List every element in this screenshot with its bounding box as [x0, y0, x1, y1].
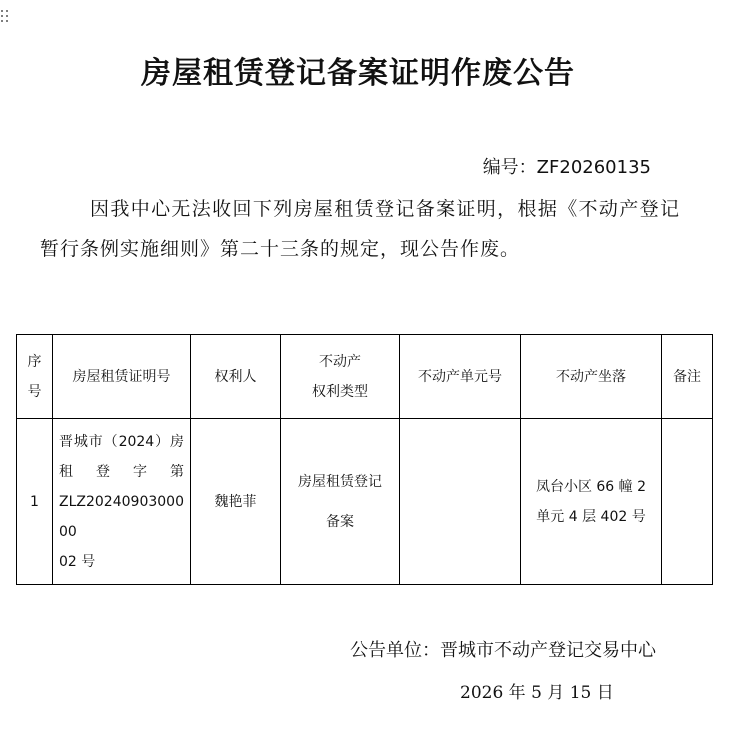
issue-date: 2026 年 5 月 15 日 — [460, 683, 614, 703]
drag-handle-icon[interactable] — [1, 10, 9, 28]
cell-right-type — [281, 419, 400, 585]
issuing-unit: 公告单位：晋城市不动产登记交易中心 — [350, 640, 656, 661]
document-number: 编号：ZF20260135 — [482, 157, 651, 178]
cell-holder: 魏艳菲 — [191, 419, 281, 585]
header-seq-line-2: 号 — [27, 383, 42, 400]
cell-unit-no — [400, 419, 521, 585]
header-location: 不动产坐落 — [521, 335, 662, 419]
header-right-type-line-1: 不动产 — [319, 353, 361, 370]
record-table — [16, 334, 713, 585]
cert-line-1: 晋城市（2024）房 — [59, 433, 184, 450]
right-type-line-2: 备案 — [326, 513, 354, 530]
header-seq — [17, 335, 53, 419]
header-unit-no: 不动产单元号 — [400, 335, 521, 419]
header-right-type — [281, 335, 400, 419]
announcement-body: 因我中心无法收回下列房屋租赁登记备案证明，根据《不动产登记暂行条例实施细则》第二十三条的规定，现公告作废。 — [40, 198, 680, 260]
cell-remark — [662, 419, 713, 585]
header-holder: 权利人 — [191, 335, 281, 419]
header-right-type-line-2: 权利类型 — [312, 383, 368, 400]
cell-cert-no — [53, 419, 191, 585]
header-cert-no: 房屋租赁证明号 — [53, 335, 191, 419]
cert-line-4: 02 号 — [59, 553, 96, 570]
table-header-row — [17, 335, 713, 419]
cell-location — [521, 419, 662, 585]
location-line-1: 凤台小区 66 幢 2 — [535, 478, 647, 495]
header-remark: 备注 — [662, 335, 713, 419]
cell-seq: 1 — [17, 419, 53, 585]
cert-line-3: ZLZ2024090300000 — [59, 493, 184, 540]
table-row — [17, 419, 713, 585]
header-seq-line-1: 序 — [27, 353, 42, 370]
right-type-line-1: 房屋租赁登记 — [298, 473, 382, 490]
location-line-2: 单元 4 层 402 号 — [536, 508, 646, 525]
page-title: 房屋租赁登记备案证明作废公告 — [141, 56, 575, 91]
cert-line-2: 租 登 字 第 — [59, 463, 184, 480]
